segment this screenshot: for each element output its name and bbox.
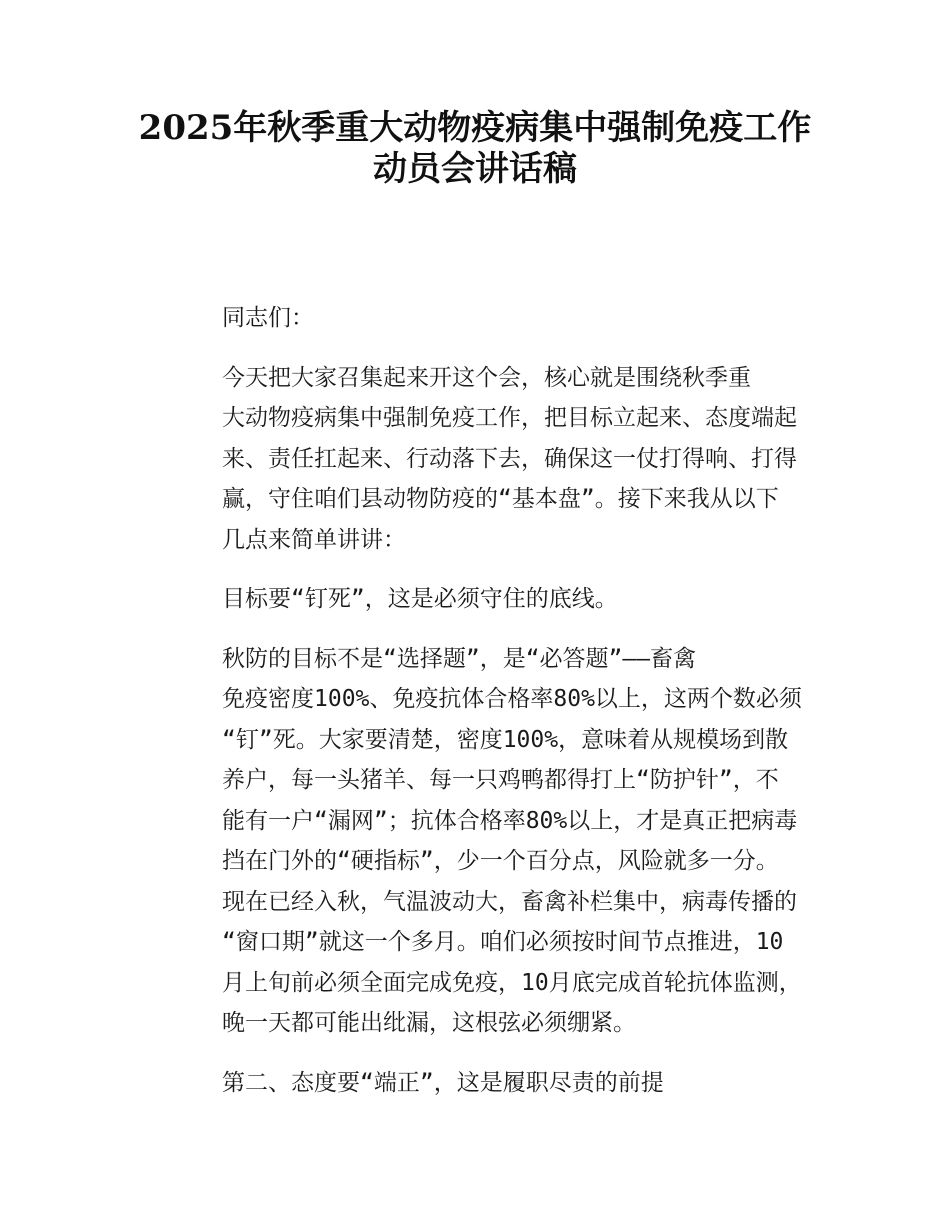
section-heading-2 bbox=[172, 1063, 812, 1104]
text-line: 晚一天都可能出纰漏，这根弦必须绷紧。 bbox=[222, 1010, 636, 1036]
text-line: 目标要“钉死”，这是必须守住的底线。 bbox=[222, 586, 618, 612]
text-line: 现在已经入秋，气温波动大，畜禽补栏集中，病毒传播的 bbox=[222, 888, 797, 915]
document-title bbox=[120, 108, 830, 189]
title-line: 动员会讲话稿 bbox=[373, 148, 577, 189]
text-line: 月上旬前必须全面完成免疫，10月底完成首轮抗体监测， bbox=[222, 969, 802, 996]
text-line: 挡在门外的“硬指标”，少一个百分点，风险就多一分。 bbox=[222, 848, 779, 874]
text-line: 今天把大家召集起来开这个会，核心就是围绕秋季重 bbox=[222, 364, 751, 391]
text-line: 几点来简单讲讲： bbox=[222, 526, 406, 553]
text-line: 大动物疫病集中强制免疫工作，把目标立起来、态度端起 bbox=[222, 405, 797, 431]
salutation-paragraph bbox=[172, 298, 812, 339]
text-line: “窗口期”就这一个多月。咱们必须按时间节点推进，10 bbox=[222, 929, 784, 955]
text-line: 能有一户“漏网”；抗体合格率80%以上，才是真正把病毒 bbox=[222, 807, 798, 834]
document-body bbox=[172, 298, 812, 1122]
text-line: 赢，守住咱们县动物防疫的“基本盘”。接下来我从以下 bbox=[222, 486, 779, 512]
text-line: 来、责任扛起来、行动落下去，确保这一仗打得响、打得 bbox=[222, 445, 797, 472]
title-line: 2025年秋季重大动物疫病集中强制免疫工作 bbox=[138, 108, 812, 148]
text-line: 免疫密度100%、免疫抗体合格率80%以上，这两个数必须 bbox=[222, 686, 802, 712]
text-line: 第二、态度要“端正”，这是履职尽责的前提 bbox=[222, 1069, 664, 1096]
text-line: 秋防的目标不是“选择题”，是“必答题”——畜禽 bbox=[222, 645, 697, 672]
text-line: 养户，每一头猪羊、每一只鸡鸭都得打上“防护针”，不 bbox=[222, 767, 779, 793]
section-heading-1 bbox=[172, 579, 812, 620]
section-1-paragraph bbox=[172, 639, 812, 1044]
opening-paragraph bbox=[172, 358, 812, 561]
text-line: “钉”死。大家要清楚，密度100%，意味着从规模场到散 bbox=[222, 726, 789, 753]
text-line: 同志们： bbox=[222, 305, 314, 331]
